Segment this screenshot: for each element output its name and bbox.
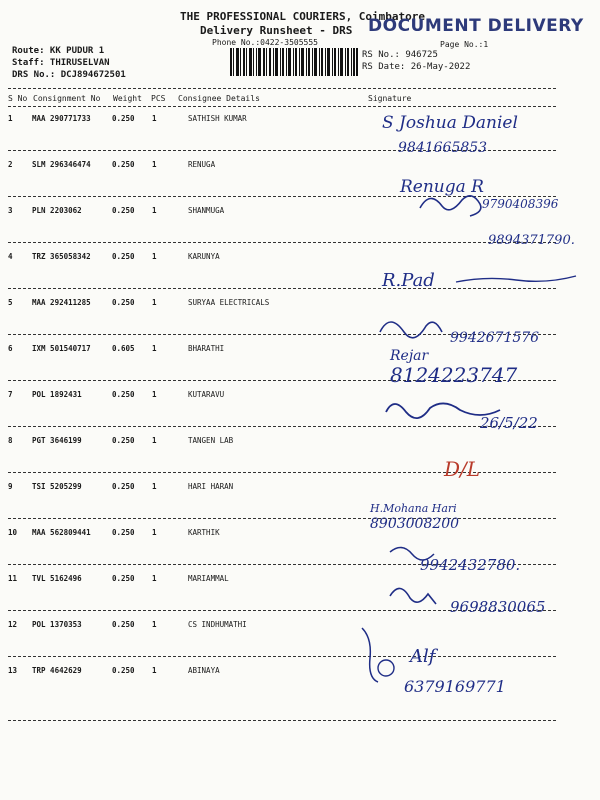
rs-number: RS No.: 946725 xyxy=(362,50,438,60)
col-pcs: PCS xyxy=(151,94,166,103)
row-consignee: KARUNYA xyxy=(188,252,220,261)
row-consignment: IXM 501540717 xyxy=(32,344,91,353)
row-consignee: ABINAYA xyxy=(188,666,220,675)
signature-text: 26/5/22 xyxy=(480,414,538,432)
row-weight: 0.250 xyxy=(112,436,135,445)
scribble-signature xyxy=(380,322,442,338)
row-consignment: TVL 5162496 xyxy=(32,574,82,583)
signature-text: 8903008200 xyxy=(370,516,460,532)
row-consignment: PLN 2203062 xyxy=(32,206,82,215)
row-pcs: 1 xyxy=(152,298,157,307)
row-sno: 10 xyxy=(8,528,18,537)
page-number: Page No.:1 xyxy=(440,40,489,49)
row-consignee: TANGEN LAB xyxy=(188,436,234,445)
bracket-mark xyxy=(362,628,378,682)
signature-text: 8124223747 xyxy=(390,363,518,387)
row-weight: 0.250 xyxy=(112,620,135,629)
row-weight: 0.250 xyxy=(112,482,135,491)
col-consignee: Consignee Details xyxy=(178,94,260,103)
row-consignee: MARIAMMAL xyxy=(188,574,229,583)
row-pcs: 1 xyxy=(152,344,157,353)
row-consignment: TRZ 365058342 xyxy=(32,252,91,261)
row-consignee: HARI HARAN xyxy=(188,482,234,491)
row-pcs: 1 xyxy=(152,252,157,261)
row-weight: 0.250 xyxy=(112,390,135,399)
col-consignment: Consignment No xyxy=(33,94,101,103)
row-sno: 7 xyxy=(8,390,13,399)
signature-text: H.Mohana Hari xyxy=(370,502,457,515)
company-title: THE PROFESSIONAL COURIERS, Coimbatore xyxy=(180,10,426,23)
signature-stroke xyxy=(456,276,576,282)
signature-text: 9894371790. xyxy=(488,233,575,248)
row-consignment: TSI 5205299 xyxy=(32,482,82,491)
row-sno: 12 xyxy=(8,620,18,629)
staff: Staff: THIRUSELVAN xyxy=(12,58,110,68)
row-sno: 2 xyxy=(8,160,13,169)
row-consignment: POL 1370353 xyxy=(32,620,82,629)
row-consignee: CS INDHUMATHI xyxy=(188,620,247,629)
row-sno: 4 xyxy=(8,252,13,261)
phone-number: Phone No.:0422-3505555 xyxy=(212,38,318,47)
signature-text: 6379169771 xyxy=(404,677,506,696)
row-sno: 8 xyxy=(8,436,13,445)
row-sno: 6 xyxy=(8,344,13,353)
signature-area xyxy=(360,100,600,740)
signature-text: 9790408396 xyxy=(482,197,559,211)
scribble-signature xyxy=(420,196,481,216)
drs-number: DRS No.: DCJ894672501 xyxy=(12,70,126,80)
signature-text: 9841665853 xyxy=(398,140,488,156)
row-consignment: MAA 292411285 xyxy=(32,298,91,307)
signature-text: 9698830065 xyxy=(450,598,546,616)
barcode xyxy=(230,48,358,76)
row-consignee: KARTHIK xyxy=(188,528,220,537)
row-consignee: RENUGA xyxy=(188,160,216,169)
row-sno: 3 xyxy=(8,206,13,215)
row-weight: 0.250 xyxy=(112,666,135,675)
row-weight: 0.250 xyxy=(112,160,135,169)
document-delivery-stamp: DOCUMENT DELIVERY xyxy=(368,16,584,36)
row-pcs: 1 xyxy=(152,666,157,675)
row-sno: 5 xyxy=(8,298,13,307)
row-consignee: SHANMUGA xyxy=(188,206,225,215)
row-sno: 13 xyxy=(8,666,18,675)
row-sno: 1 xyxy=(8,114,13,123)
row-consignment: TRP 4642629 xyxy=(32,666,82,675)
header-top-rule xyxy=(8,88,556,89)
signature-text: Renuga R xyxy=(400,177,484,197)
row-pcs: 1 xyxy=(152,620,157,629)
row-pcs: 1 xyxy=(152,206,157,215)
row-consignment: SLM 296346474 xyxy=(32,160,91,169)
rs-date: RS Date: 26-May-2022 xyxy=(362,62,471,72)
route: Route: KK PUDUR 1 xyxy=(12,46,105,56)
row-pcs: 1 xyxy=(152,528,157,537)
signature-text: Rejar xyxy=(390,348,429,364)
row-consignment: MAA 562809441 xyxy=(32,528,91,537)
signature-text: Alf xyxy=(410,646,436,667)
row-pcs: 1 xyxy=(152,390,157,399)
row-weight: 0.250 xyxy=(112,528,135,537)
row-pcs: 1 xyxy=(152,574,157,583)
row-pcs: 1 xyxy=(152,114,157,123)
signature-text: 9942432780. xyxy=(420,556,521,574)
row-sno: 11 xyxy=(8,574,18,583)
scribble-signature xyxy=(390,588,436,604)
row-weight: 0.250 xyxy=(112,206,135,215)
row-weight: 0.250 xyxy=(112,252,135,261)
col-sno: S No xyxy=(8,94,28,103)
signature-text: R.Pad xyxy=(382,270,435,291)
row-consignee: BHARATHI xyxy=(188,344,225,353)
row-weight: 0.250 xyxy=(112,298,135,307)
col-weight: Weight xyxy=(113,94,142,103)
row-consignment: PGT 3646199 xyxy=(32,436,82,445)
row-pcs: 1 xyxy=(152,436,157,445)
row-consignee: SURYAA ELECTRICALS xyxy=(188,298,270,307)
row-pcs: 1 xyxy=(152,160,157,169)
runsheet-title: Delivery Runsheet - DRS xyxy=(200,24,353,37)
row-consignee: SATHISH KUMAR xyxy=(188,114,247,123)
row-consignment: MAA 290771733 xyxy=(32,114,91,123)
row-pcs: 1 xyxy=(152,482,157,491)
row-sno: 9 xyxy=(8,482,13,491)
circled-number-mark xyxy=(378,660,394,676)
row-weight: 0.250 xyxy=(112,574,135,583)
signature-text: D/L xyxy=(444,457,481,481)
col-signature: Signature xyxy=(368,94,412,103)
row-consignee: KUTARAVU xyxy=(188,390,225,399)
row-consignment: POL 1892431 xyxy=(32,390,82,399)
signature-text: 9942671576 xyxy=(450,330,540,346)
signature-text: S Joshua Daniel xyxy=(382,113,518,133)
row-weight: 0.250 xyxy=(112,114,135,123)
row-weight: 0.605 xyxy=(112,344,135,353)
